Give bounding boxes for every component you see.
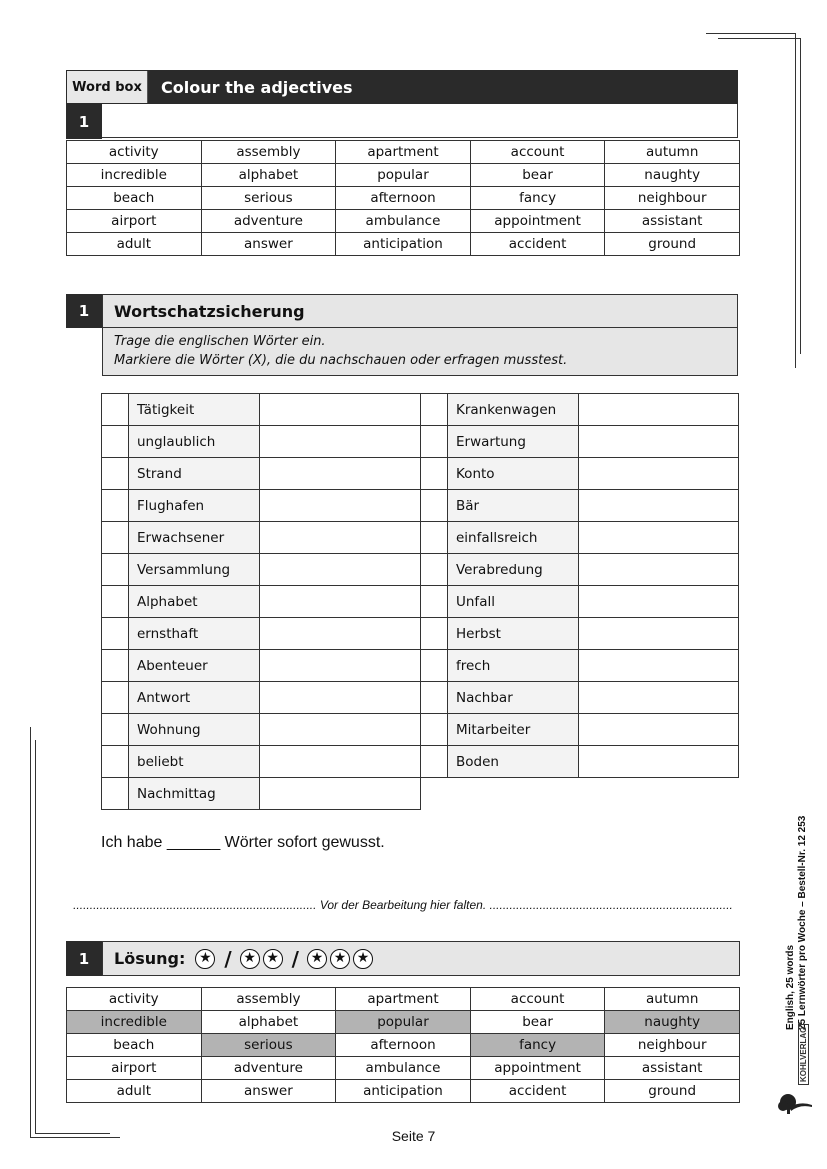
word-cell: naughty — [605, 1011, 740, 1034]
word-cell: accident — [470, 233, 605, 256]
vocab-row — [421, 490, 739, 522]
vocab-row — [102, 490, 421, 522]
section-title-bar — [102, 294, 738, 328]
frame-right-vertical-outer — [795, 33, 796, 368]
vocab-row — [421, 554, 739, 586]
vocab-row — [102, 458, 421, 490]
answer-field[interactable] — [579, 650, 739, 682]
vocab-row — [421, 682, 739, 714]
section-instructions — [102, 328, 738, 376]
star-icon[interactable]: ★ — [263, 949, 283, 969]
word-cell: anticipation — [336, 233, 471, 256]
word-cell: afternoon — [336, 187, 471, 210]
answer-field[interactable] — [579, 586, 739, 618]
wordbox-header — [66, 70, 738, 104]
table-row — [67, 1011, 740, 1034]
answer-field[interactable] — [579, 458, 739, 490]
check-box[interactable] — [102, 778, 129, 810]
word-cell: account — [470, 141, 605, 164]
german-word: Erwachsener — [129, 522, 260, 554]
word-cell: bear — [470, 1011, 605, 1034]
answer-field[interactable] — [260, 458, 421, 490]
word-cell: ambulance — [336, 210, 471, 233]
check-box[interactable] — [102, 586, 129, 618]
answer-field[interactable] — [260, 618, 421, 650]
vocab-row — [102, 586, 421, 618]
word-cell: adult — [67, 233, 202, 256]
german-word: Wohnung — [129, 714, 260, 746]
check-box[interactable] — [421, 522, 448, 554]
solution-number: 1 — [66, 941, 102, 976]
star-icon[interactable]: ★ — [195, 949, 215, 969]
section-number: 1 — [66, 294, 102, 328]
word-cell: adventure — [201, 1057, 336, 1080]
word-cell: accident — [470, 1080, 605, 1103]
table-row — [67, 1080, 740, 1103]
check-box[interactable] — [102, 650, 129, 682]
word-cell: anticipation — [336, 1080, 471, 1103]
answer-field[interactable] — [260, 394, 421, 426]
word-cell: assistant — [605, 1057, 740, 1080]
table-row — [67, 1057, 740, 1080]
word-cell: neighbour — [605, 187, 740, 210]
german-word: Abenteuer — [129, 650, 260, 682]
vocab-row — [102, 426, 421, 458]
check-box[interactable] — [421, 458, 448, 490]
german-word: Nachbar — [448, 682, 579, 714]
word-cell: airport — [67, 210, 202, 233]
publisher-logo-text: KOHLVERLAG — [798, 1024, 809, 1085]
word-cell: popular — [336, 164, 471, 187]
answer-field[interactable] — [579, 426, 739, 458]
check-box[interactable] — [421, 490, 448, 522]
vocab-row — [421, 458, 739, 490]
vocab-table-left — [101, 393, 421, 810]
section-title: Wortschatzsicherung — [114, 301, 305, 321]
word-cell: bear — [470, 164, 605, 187]
vocab-row — [102, 778, 421, 810]
word-cell: afternoon — [336, 1034, 471, 1057]
german-word: Versammlung — [129, 554, 260, 586]
star-icon[interactable]: ★ — [307, 949, 327, 969]
fold-text: Vor der Bearbeitung hier falten. — [319, 898, 487, 912]
side-line-2: 25 Lernwörter pro Woche – Bestell-Nr. 12 253 — [797, 815, 808, 1030]
word-cell: serious — [201, 187, 336, 210]
word-cell: ground — [605, 233, 740, 256]
german-word: Mitarbeiter — [448, 714, 579, 746]
wordbox-tag: Word box — [67, 71, 148, 103]
solution-label: Lösung: — [114, 949, 186, 968]
german-word: Herbst — [448, 618, 579, 650]
check-box[interactable] — [421, 746, 448, 778]
german-word: Krankenwagen — [448, 394, 579, 426]
word-cell: fancy — [470, 1034, 605, 1057]
check-box[interactable] — [102, 522, 129, 554]
german-word: frech — [448, 650, 579, 682]
answer-field[interactable] — [579, 682, 739, 714]
word-cell: fancy — [470, 187, 605, 210]
vocab-row — [102, 394, 421, 426]
check-box[interactable] — [421, 650, 448, 682]
word-cell: incredible — [67, 164, 202, 187]
solution-table — [66, 987, 740, 1103]
vocab-row — [421, 714, 739, 746]
wordbox-table — [66, 140, 740, 256]
german-word: Bär — [448, 490, 579, 522]
word-cell: ambulance — [336, 1057, 471, 1080]
star-icon[interactable]: ★ — [330, 949, 350, 969]
word-cell: apartment — [336, 988, 471, 1011]
word-cell: apartment — [336, 141, 471, 164]
check-box[interactable] — [421, 714, 448, 746]
table-row — [67, 233, 740, 256]
check-box[interactable] — [421, 394, 448, 426]
german-word: Antwort — [129, 682, 260, 714]
vocab-row — [102, 714, 421, 746]
word-cell: assistant — [605, 210, 740, 233]
answer-field[interactable] — [260, 650, 421, 682]
check-box[interactable] — [421, 618, 448, 650]
vocab-row — [421, 618, 739, 650]
german-word: Nachmittag — [129, 778, 260, 810]
check-box[interactable] — [421, 554, 448, 586]
word-cell: assembly — [201, 988, 336, 1011]
table-row — [67, 187, 740, 210]
vocab-row — [421, 650, 739, 682]
word-cell: assembly — [201, 141, 336, 164]
solution-bar — [102, 941, 740, 976]
word-cell: naughty — [605, 164, 740, 187]
answer-field[interactable] — [579, 394, 739, 426]
wordbox-title: Colour the adjectives — [161, 77, 353, 97]
vocab-row — [102, 522, 421, 554]
word-cell: appointment — [470, 1057, 605, 1080]
answer-field[interactable] — [579, 714, 739, 746]
check-box[interactable] — [102, 682, 129, 714]
answer-field[interactable] — [260, 426, 421, 458]
answer-field[interactable] — [260, 714, 421, 746]
check-box[interactable] — [102, 618, 129, 650]
check-box[interactable] — [421, 426, 448, 458]
answer-field[interactable] — [260, 490, 421, 522]
word-cell: autumn — [605, 988, 740, 1011]
table-row — [67, 141, 740, 164]
german-word: Flughafen — [129, 490, 260, 522]
check-box[interactable] — [421, 586, 448, 618]
word-cell: incredible — [67, 1011, 202, 1034]
german-word: Tätigkeit — [129, 394, 260, 426]
check-box[interactable] — [102, 458, 129, 490]
word-cell: neighbour — [605, 1034, 740, 1057]
check-box[interactable] — [102, 714, 129, 746]
german-word: Alphabet — [129, 586, 260, 618]
german-word: ernsthaft — [129, 618, 260, 650]
german-word: Erwartung — [448, 426, 579, 458]
german-word: Boden — [448, 746, 579, 778]
vocab-row — [102, 554, 421, 586]
side-line-1: English, 25 words — [785, 944, 796, 1030]
check-box[interactable] — [421, 682, 448, 714]
fold-line — [66, 898, 740, 912]
vocab-row — [421, 426, 739, 458]
check-box[interactable] — [102, 490, 129, 522]
word-cell: beach — [67, 187, 202, 210]
german-word: Strand — [129, 458, 260, 490]
table-row — [67, 1034, 740, 1057]
german-word: Unfall — [448, 586, 579, 618]
word-cell: answer — [201, 233, 336, 256]
check-box[interactable] — [102, 394, 129, 426]
wordbox-number-row — [102, 104, 738, 138]
slash-separator: / — [224, 946, 232, 971]
german-word: Verabredung — [448, 554, 579, 586]
answer-field[interactable] — [579, 490, 739, 522]
word-cell: serious — [201, 1034, 336, 1057]
frame-left-vertical-inner — [35, 740, 36, 1133]
page-number: Seite 7 — [391, 1128, 436, 1144]
word-cell: account — [470, 988, 605, 1011]
table-row — [67, 164, 740, 187]
answer-field[interactable] — [260, 522, 421, 554]
answer-field[interactable] — [260, 778, 421, 810]
word-cell: activity — [67, 141, 202, 164]
frame-left-vertical-outer — [30, 727, 31, 1137]
german-word: einfallsreich — [448, 522, 579, 554]
word-cell: popular — [336, 1011, 471, 1034]
vocab-row — [421, 746, 739, 778]
answer-field[interactable] — [260, 746, 421, 778]
word-cell: adult — [67, 1080, 202, 1103]
vocab-row — [102, 746, 421, 778]
answer-field[interactable] — [260, 586, 421, 618]
side-info — [785, 816, 809, 1030]
vocab-row — [102, 682, 421, 714]
german-word: Konto — [448, 458, 579, 490]
star-icon[interactable]: ★ — [240, 949, 260, 969]
frame-top-horizontal-outer — [706, 33, 796, 34]
slash-separator: / — [291, 946, 299, 971]
instruction-line-1: Trage die englischen Wörter ein. — [114, 334, 326, 349]
fold-dots-left: ......................................................................... — [73, 898, 317, 912]
vocab-row — [421, 522, 739, 554]
publisher-tree-icon — [776, 1087, 814, 1115]
answer-field[interactable] — [579, 554, 739, 586]
vocab-row — [102, 618, 421, 650]
word-cell: airport — [67, 1057, 202, 1080]
word-cell: activity — [67, 988, 202, 1011]
german-word: beliebt — [129, 746, 260, 778]
table-row — [67, 210, 740, 233]
wordbox-number: 1 — [66, 104, 102, 139]
word-cell: alphabet — [201, 1011, 336, 1034]
word-cell: appointment — [470, 210, 605, 233]
answer-field[interactable] — [579, 746, 739, 778]
star-icon[interactable]: ★ — [353, 949, 373, 969]
word-cell: autumn — [605, 141, 740, 164]
vocab-row — [421, 394, 739, 426]
fold-dots-right: ......................................................................... — [489, 898, 733, 912]
word-cell: adventure — [201, 210, 336, 233]
word-cell: beach — [67, 1034, 202, 1057]
vocab-row — [102, 650, 421, 682]
german-word: unglaublich — [129, 426, 260, 458]
word-cell: answer — [201, 1080, 336, 1103]
vocab-row — [421, 586, 739, 618]
answer-field[interactable] — [260, 682, 421, 714]
table-row — [67, 988, 740, 1011]
answer-field[interactable] — [579, 618, 739, 650]
frame-right-vertical-inner — [800, 38, 801, 354]
check-box[interactable] — [102, 426, 129, 458]
count-sentence: Ich habe ______ Wörter sofort gewusst. — [101, 834, 385, 851]
check-box[interactable] — [102, 746, 129, 778]
frame-top-horizontal-inner — [718, 38, 801, 39]
word-cell: alphabet — [201, 164, 336, 187]
check-box[interactable] — [102, 554, 129, 586]
answer-field[interactable] — [579, 522, 739, 554]
word-cell: ground — [605, 1080, 740, 1103]
vocab-table-right — [420, 393, 739, 778]
instruction-line-2: Markiere die Wörter (X), die du nachschauen oder erfragen musstest. — [114, 353, 568, 368]
answer-field[interactable] — [260, 554, 421, 586]
